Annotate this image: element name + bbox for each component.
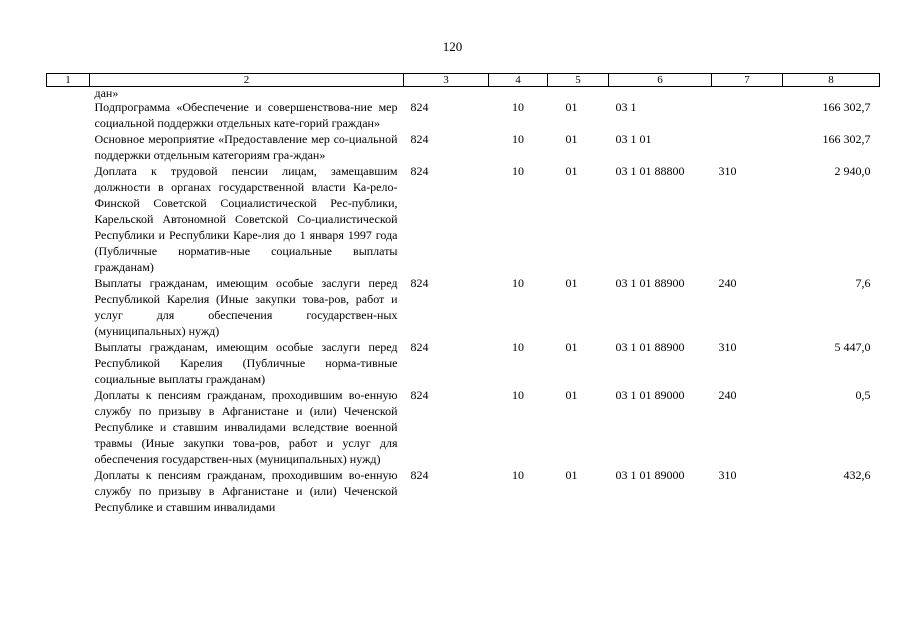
row-subsection: 01 [565,276,578,290]
continuation-row [47,87,880,100]
table-row [47,339,880,387]
row-section: 10 [512,100,524,114]
row-target-article: 03 1 [615,100,637,114]
row-expense-type: 310 [718,468,737,482]
table-row [47,131,880,163]
row-number-cell [47,163,90,275]
table-row [47,99,880,131]
row-name: Выплаты гражданам, имеющим особые заслуги перед Республикой Карелия (Публичные норма-тивные социальные выплаты гражданам) [94,340,398,386]
row-amount: 0,5 [855,388,871,402]
row-subsection: 01 [565,340,578,354]
row-number-cell [47,387,90,467]
row-subsection: 01 [565,164,578,178]
table-row [47,467,880,515]
row-amount: 2 940,0 [834,164,871,178]
row-section: 10 [512,164,524,178]
row-admin-code: 824 [410,388,429,402]
row-amount: 7,6 [855,276,871,290]
row-name: Доплаты к пенсиям гражданам, проходившим во-енную службу по призыву в Афганистане и (или) Чеченской Республике и ставшим инвалидами [94,468,398,514]
row-admin-code: 824 [410,132,429,146]
row-section: 10 [512,340,524,354]
row-section: 10 [512,388,524,402]
row-target-article: 03 1 01 88900 [615,276,685,290]
row-admin-code: 824 [410,100,429,114]
header-row [47,74,880,87]
row-number-cell [47,131,90,163]
row-subsection: 01 [565,468,578,482]
row-admin-code: 824 [410,276,429,290]
row-expense-type [712,99,783,131]
row-subsection: 01 [565,388,578,402]
row-target-article: 03 1 01 88900 [615,340,685,354]
row-amount: 5 447,0 [834,340,871,354]
row-expense-type: 240 [718,276,737,290]
header-cell: 6 [609,74,712,87]
row-number-cell [47,467,90,515]
row-admin-code: 824 [410,164,429,178]
header-cell: 2 [90,74,404,87]
row-subsection: 01 [565,132,578,146]
row-section: 10 [512,468,524,482]
header-cell: 8 [783,74,880,87]
row-number-cell [47,275,90,339]
row-name: Выплаты гражданам, имеющим особые заслуги перед Республикой Карелия (Иные закупки това-ров, работ и услуг для обеспечения государствен-ных (муниципальных) нужд) [94,276,398,338]
row-target-article: 03 1 01 [615,132,652,146]
row-number-cell [47,99,90,131]
row-name: Основное мероприятие «Предоставление мер со-циальной поддержки отдельным категориям гра-ждан» [94,132,398,162]
row-number-cell [47,339,90,387]
budget-table [46,73,880,515]
row-name: Доплата к трудовой пенсии лицам, замещавшим должности в органах государственной власти Ка-рело-Финской Советской Социалистической Рес-публики, Карельской Автономной Советской Со-циалистической Республики и Республики Каре-лия до 1 января 1997 года (Публичные норматив-ные социальные выплаты гражданам) [94,164,398,274]
row-section: 10 [512,276,524,290]
row-name: Доплаты к пенсиям гражданам, проходившим во-енную службу по призыву в Афганистане и (или) Чеченской Республике и ставшим инвалидами вследствие военной травмы (Иные закупки това-ров, работ и услуг для обеспечения государствен-ных (муниципальных) нужд) [94,388,398,466]
table-row [47,163,880,275]
table-row [47,387,880,467]
row-admin-code: 824 [410,468,429,482]
row-expense-type: 310 [718,340,737,354]
header-cell: 7 [712,74,783,87]
row-expense-type: 310 [718,164,737,178]
continuation-text: дан» [94,86,119,100]
row-name: Подпрограмма «Обеспечение и совершенствова-ние мер социальной поддержки отдельных кате-горий граждан» [94,100,398,130]
row-subsection: 01 [565,100,578,114]
row-expense-type: 240 [718,388,737,402]
row-amount: 166 302,7 [822,132,871,146]
row-target-article: 03 1 01 89000 [615,388,685,402]
row-section: 10 [512,132,524,146]
row-amount: 432,6 [843,468,871,482]
header-cell: 3 [404,74,489,87]
row-amount: 166 302,7 [822,100,871,114]
row-target-article: 03 1 01 89000 [615,468,685,482]
row-expense-type [712,131,783,163]
header-cell: 4 [489,74,548,87]
header-cell: 5 [548,74,609,87]
table-row [47,275,880,339]
row-admin-code: 824 [410,340,429,354]
page-number: 120 [442,39,463,54]
row-target-article: 03 1 01 88800 [615,164,685,178]
header-cell: 1 [47,74,90,87]
